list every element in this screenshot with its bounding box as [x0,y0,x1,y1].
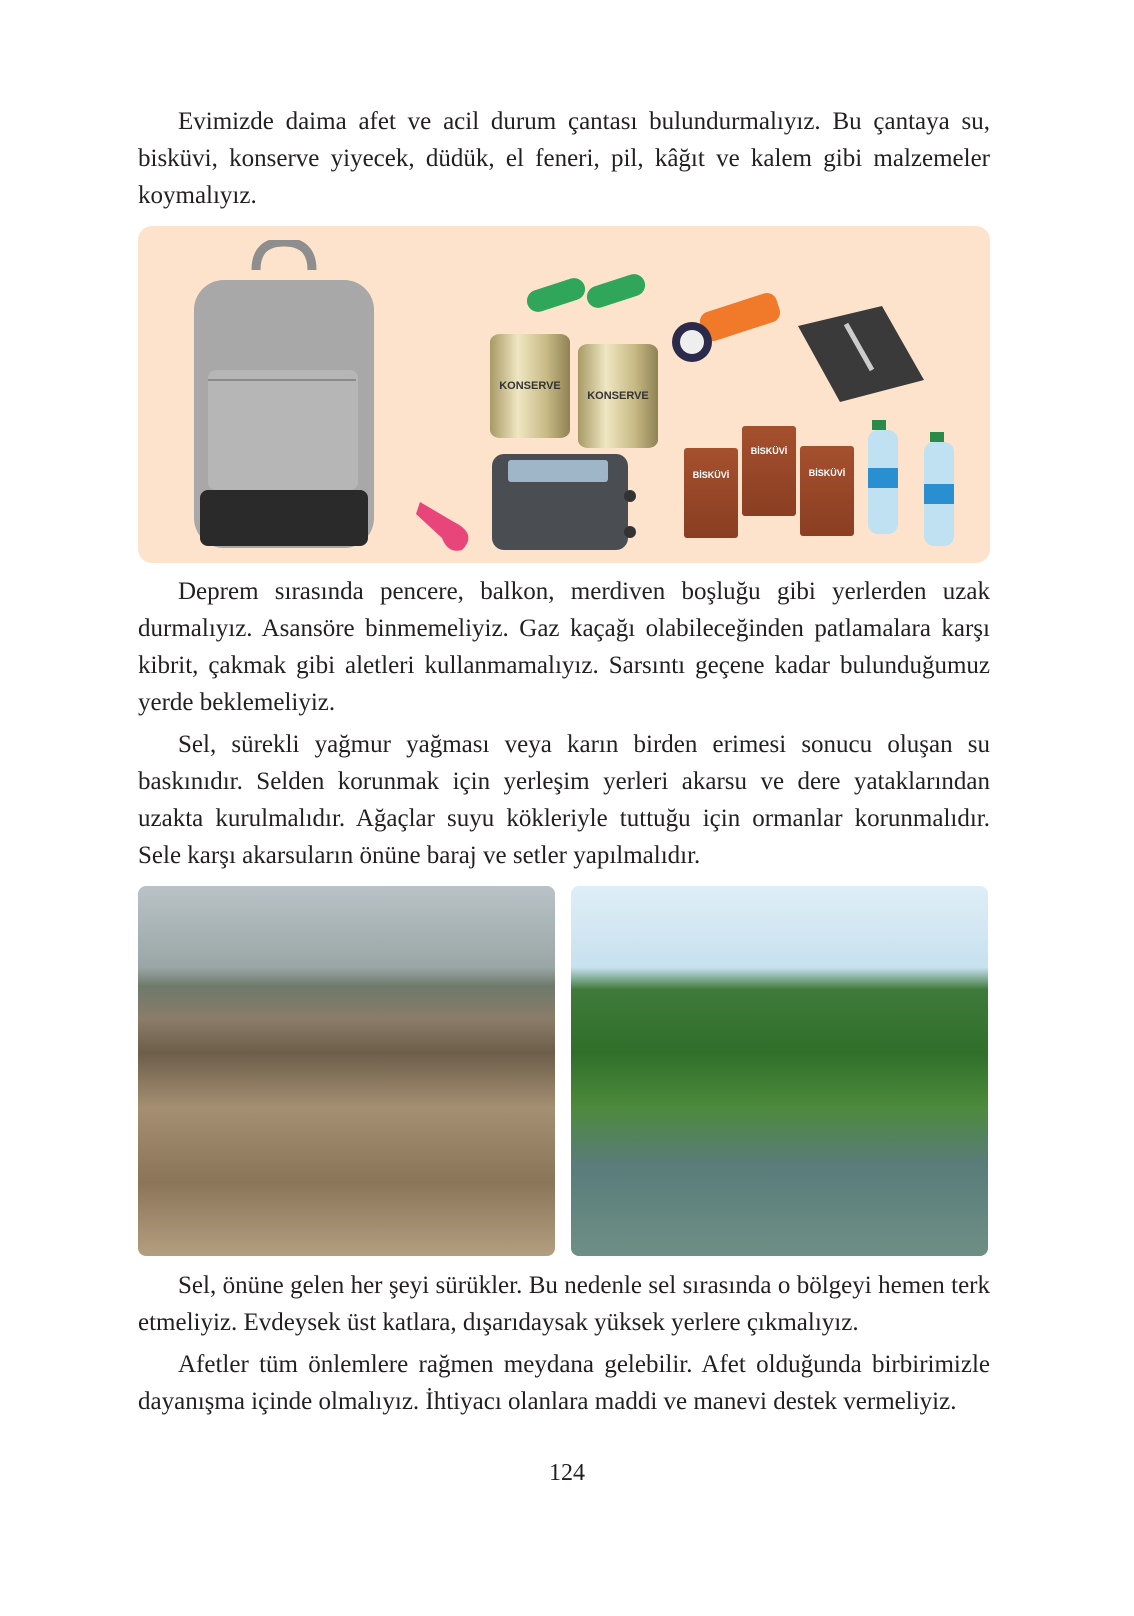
page-number: 124 [549,1460,585,1486]
backpack-image [186,240,382,550]
paragraph-earthquake: Deprem sırasında pencere, balkon, merdiven boşluğu gibi yerlerden uzak durmalıyız. Asansöre binmemeliyiz. Gaz kaçağı olabileceğinden patlamalara karşı kibrit, çakmak gibi aletleri kullanmamalıyız. Sarsıntı geçene kadar bulunduğumuz yerde beklemeliyiz. [138,578,990,716]
canned-food-2: KONSERVE [578,344,658,448]
flashlight-image [670,290,786,370]
whistle-image [414,492,484,554]
biscuit-pack-1: BİSKÜVİ [684,448,738,538]
water-bottles-image [864,418,964,548]
biscuit-pack-2: BİSKÜVİ [742,426,796,516]
batteries-image [524,270,652,320]
notebook-pen-image [796,304,926,404]
emergency-kit-illustration [138,226,990,563]
flood-photo [138,886,555,1256]
paragraph-flood: Sel, sürekli yağmur yağması veya karın birden erimesi sonucu oluşan su baskınıdır. Selden korunmak için yerleşim yerleri akarsu ve dere yataklarından uzakta kurulmalıdır. Ağaçlar suyu kökleriyle tuttuğu için ormanlar korunmalıdır. Sele karşı akarsuların önüne baraj ve setler yapılmalıdır. [138,731,990,869]
biscuit-pack-3: BİSKÜVİ [800,446,854,536]
canned-food-1: KONSERVE [490,334,570,438]
dam-photo [571,886,988,1256]
paragraph-solidarity: Afetler tüm önlemlere rağmen meydana gelebilir. Afet olduğunda birbirimizle dayanışma içinde olmalıyız. İhtiyacı olanlara maddi ve manevi destek vermeliyiz. [138,1351,990,1415]
paragraph-emergency-bag: Evimizde daima afet ve acil durum çantası bulundurmalıyız. Bu çantaya su, bisküvi, konserve yiyecek, düdük, el feneri, pil, kâğıt ve kalem gibi malzemeler koymalıyız. [138,108,990,209]
paragraph-flood-action: Sel, önüne gelen her şeyi sürükler. Bu nedenle sel sırasında o bölgeyi hemen terk etmeliyiz. Evdeysek üst katlara, dışarıdaysak yüksek yerlere çıkmalıyız. [138,1272,990,1336]
radio-image [490,446,636,552]
